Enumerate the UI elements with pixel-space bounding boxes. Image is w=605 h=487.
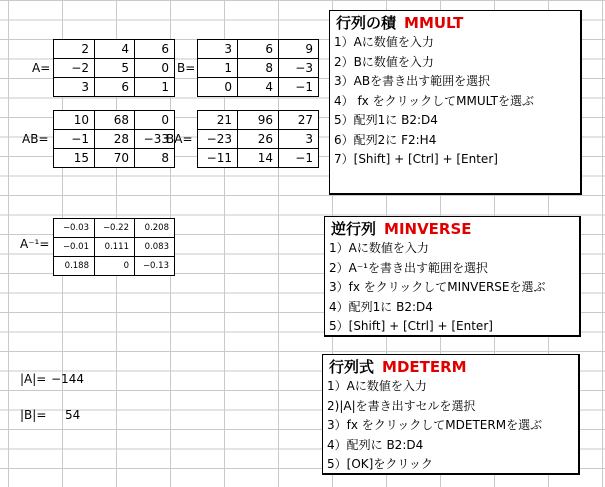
- mmult-box-title: [330, 11, 580, 33]
- mdeterm-box-title: [323, 355, 578, 377]
- matrix-a-cell[interactable]: −2: [54, 59, 95, 78]
- matrix-ab-cell[interactable]: 28: [95, 130, 135, 149]
- matrix-a-cell[interactable]: 6: [95, 78, 135, 97]
- matrix-ab-label: AB=: [22, 132, 49, 146]
- matrix-ba[interactable]: [197, 110, 319, 168]
- instruction-step: 3）fx をクリックしてMINVERSEを選ぶ: [329, 280, 546, 294]
- matrix-a-cell[interactable]: 1: [135, 78, 175, 97]
- matrix-ab-cell[interactable]: 0: [135, 111, 175, 130]
- matrix-b-label: B=: [177, 61, 196, 75]
- instruction-step: 2）A⁻¹を書き出す範囲を選択: [329, 260, 488, 275]
- instruction-step: 2）Bに数値を入力: [334, 54, 434, 69]
- mmult-title-text: 行列の積: [336, 14, 397, 32]
- matrix-ab-cell[interactable]: −33: [135, 130, 175, 149]
- matrix-a-cell[interactable]: 0: [135, 59, 175, 78]
- matrix-b-cell[interactable]: −1: [279, 78, 319, 97]
- matrix-ainv-cell[interactable]: 0: [95, 257, 135, 276]
- matrix-ba-cell[interactable]: −1: [279, 149, 319, 168]
- mdeterm-steps: [323, 377, 578, 475]
- instruction-step: 5）[OK]をクリック: [327, 457, 433, 471]
- matrix-ba-cell[interactable]: 3: [279, 130, 319, 149]
- matrix-ba-cell[interactable]: 96: [238, 111, 279, 130]
- matrix-ba-cell[interactable]: 21: [198, 111, 238, 130]
- matrix-ainv-cell[interactable]: 0.188: [54, 257, 95, 276]
- matrix-ba-cell[interactable]: −23: [198, 130, 238, 149]
- instruction-step: 1）Aに数値を入力: [334, 35, 434, 49]
- mdeterm-title-text: 行列式: [329, 358, 375, 376]
- instruction-step: 5）配列1に B2:D4: [334, 113, 438, 127]
- instruction-step: 2)|A|を書き出すセルを選択: [327, 398, 476, 413]
- matrix-ab-cell[interactable]: 8: [135, 149, 175, 168]
- matrix-b-cell[interactable]: 0: [198, 78, 238, 97]
- matrix-ainv[interactable]: [53, 218, 175, 276]
- matrix-ab-cell[interactable]: −1: [54, 130, 95, 149]
- mdeterm-function-name: MDETERM: [382, 358, 467, 376]
- matrix-ba-cell[interactable]: 14: [238, 149, 279, 168]
- minverse-title-text: 逆行列: [331, 220, 377, 238]
- matrix-a-cell[interactable]: 3: [54, 78, 95, 97]
- instruction-step: 3）fx をクリックしてMDETERMを選ぶ: [327, 418, 543, 432]
- matrix-ba-cell[interactable]: −11: [198, 149, 238, 168]
- matrix-a-cell[interactable]: 4: [95, 40, 135, 59]
- matrix-b-cell[interactable]: 4: [238, 78, 279, 97]
- matrix-a-label: A=: [32, 61, 51, 75]
- matrix-a-cell[interactable]: 2: [54, 40, 95, 59]
- matrix-ab[interactable]: [53, 110, 175, 168]
- det-b-label: |B|=: [20, 408, 47, 422]
- matrix-ainv-cell[interactable]: −0.22: [95, 219, 135, 238]
- instruction-step: 3）ABを書き出す範囲を選択: [334, 74, 491, 88]
- matrix-ainv-cell[interactable]: 0.208: [135, 219, 175, 238]
- mmult-instructions-box: [329, 10, 582, 195]
- matrix-b-cell[interactable]: 1: [198, 59, 238, 78]
- minverse-function-name: MINVERSE: [384, 220, 472, 238]
- matrix-b-cell[interactable]: 6: [238, 40, 279, 59]
- matrix-ba-label: BA=: [166, 132, 193, 146]
- matrix-b-cell[interactable]: 8: [238, 59, 279, 78]
- matrix-b-cell[interactable]: 3: [198, 40, 238, 59]
- instruction-step: 4）配列1に B2:D4: [329, 299, 433, 314]
- matrix-ba-cell[interactable]: 27: [279, 111, 319, 130]
- matrix-ainv-cell[interactable]: −0.13: [135, 257, 175, 276]
- matrix-b-cell[interactable]: −3: [279, 59, 319, 78]
- matrix-ab-cell[interactable]: 70: [95, 149, 135, 168]
- matrix-ba-cell[interactable]: 26: [238, 130, 279, 149]
- det-b-value[interactable]: 54: [65, 408, 81, 422]
- matrix-b-cell[interactable]: 9: [279, 40, 319, 59]
- matrix-ab-cell[interactable]: 10: [54, 111, 95, 130]
- instruction-step: 1）Aに数値を入力: [327, 379, 427, 393]
- det-a-value[interactable]: −144: [51, 372, 84, 386]
- instruction-step: 5）[Shift] + [Ctrl] + [Enter]: [329, 319, 493, 333]
- matrix-ainv-label: A⁻¹=: [20, 237, 50, 251]
- matrix-a-cell[interactable]: 5: [95, 59, 135, 78]
- instruction-step: 1）Aに数値を入力: [329, 241, 429, 255]
- matrix-ainv-cell[interactable]: −0.01: [54, 238, 95, 257]
- minverse-box-title: [325, 217, 579, 239]
- matrix-ainv-cell[interactable]: −0.03: [54, 219, 95, 238]
- minverse-instructions-box: [324, 216, 581, 337]
- matrix-b[interactable]: [197, 39, 319, 97]
- instruction-step: 4） fx をクリックしてMMULTを選ぶ: [334, 93, 534, 108]
- matrix-ainv-cell[interactable]: 0.083: [135, 238, 175, 257]
- matrix-ab-cell[interactable]: 15: [54, 149, 95, 168]
- matrix-ainv-cell[interactable]: 0.111: [95, 238, 135, 257]
- matrix-a[interactable]: [53, 39, 175, 97]
- instruction-step: 6）配列2に F2:H4: [334, 132, 437, 147]
- mmult-function-name: MMULT: [404, 14, 464, 32]
- matrix-a-cell[interactable]: 6: [135, 40, 175, 59]
- det-a-label: |A|=: [20, 372, 47, 386]
- instruction-step: 4）配列に B2:D4: [327, 437, 424, 452]
- mmult-steps: [330, 33, 580, 170]
- minverse-steps: [325, 239, 579, 337]
- mdeterm-instructions-box: [322, 354, 580, 475]
- instruction-step: 7）[Shift] + [Ctrl] + [Enter]: [334, 152, 498, 166]
- matrix-ab-cell[interactable]: 68: [95, 111, 135, 130]
